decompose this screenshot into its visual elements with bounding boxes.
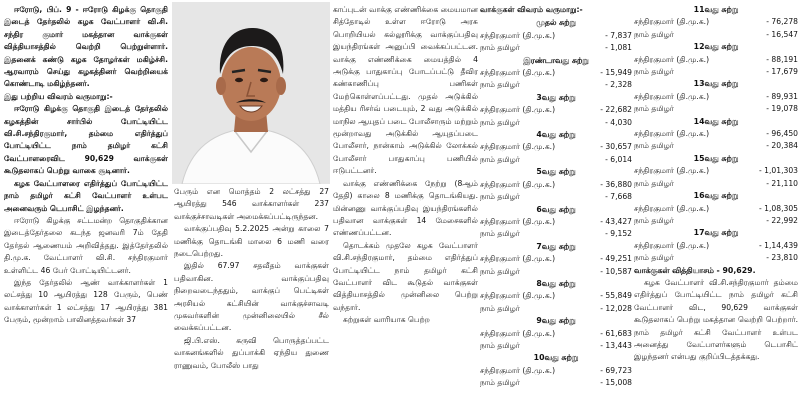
round-block	[480, 315, 632, 352]
round-results-list	[480, 17, 632, 389]
party-label: சந்திரகுமார் (தி.மு.க.)	[480, 68, 556, 78]
party-label: நாம் தமிழர்	[634, 215, 674, 225]
round-heading: 3வது சுற்று	[536, 92, 576, 102]
paragraph-8: ஜி.பி.எஸ். கருவி பொருத்தப்பட்ட வாகனங்களில் துப்பாக்கி ஏந்திய துணை ராணுவம், போலீஸ் பாது	[174, 335, 329, 370]
round-heading: முதல் சுற்று	[536, 18, 576, 28]
candidate-row	[480, 328, 632, 340]
party-label: நாம் தமிழர்	[634, 104, 674, 114]
party-label: சந்திரகுமார் (தி.மு.க.)	[480, 30, 556, 40]
vote-count: - 89,931	[766, 91, 798, 101]
rival-row	[480, 377, 632, 389]
vote-count: - 12,028	[600, 303, 632, 313]
vote-count: - 21,110	[766, 178, 798, 188]
paragraph-5: பேரும் என மொத்தம் 2 லட்சத்து 27 ஆயிரத்து 546 வாக்காளர்கள் 237 வாக்குச்சாவடிகள் அமைக்கப்பட்டிருந்தன.	[174, 187, 329, 221]
round-heading: 13வது சுற்று	[693, 79, 739, 89]
vote-count: - 43,427	[600, 216, 632, 226]
party-label: நாம் தமிழர்	[480, 340, 520, 350]
vote-count: - 1,01,303	[759, 166, 798, 176]
vote-count: - 20,384	[766, 141, 798, 151]
vote-count: - 49,251	[600, 254, 632, 264]
party-label: நாம் தமிழர்	[634, 67, 674, 77]
rival-row	[634, 66, 798, 78]
round-block	[480, 166, 632, 203]
vote-count: - 15,949	[600, 68, 632, 78]
rival-row	[480, 79, 632, 91]
party-label: சந்திரகுமார் (தி.மு.க.)	[634, 91, 710, 101]
party-label: நாம் தமிழர்	[634, 29, 674, 39]
round-heading: 9வது சுற்று	[536, 316, 576, 326]
party-label: சந்திரகுமார் (தி.மு.க.)	[480, 328, 556, 338]
rival-row	[634, 178, 798, 190]
vote-count: - 6,014	[605, 154, 632, 164]
round-block	[634, 41, 798, 78]
party-label: சந்திரகுமார் (தி.மு.க.)	[634, 166, 710, 176]
dateline: ஈரோடு, பிப். 9 -	[14, 5, 79, 14]
party-label: நாம் தமிழர்	[634, 253, 674, 263]
round-block	[634, 78, 798, 115]
round-block	[634, 190, 798, 227]
rival-row	[634, 215, 798, 227]
vote-margin-total: வாக்குகள் வித்தியாசம் - 90,629.	[634, 265, 756, 275]
results-intro: வாக்குகள் விவரம் வருமாறு:-	[480, 5, 583, 14]
party-label: நாம் தமிழர்	[480, 266, 520, 276]
rival-row	[480, 266, 632, 278]
vote-count: - 61,683	[600, 328, 632, 338]
vote-count: - 4,030	[605, 117, 632, 127]
column-5	[634, 4, 798, 364]
vote-count: - 76,278	[766, 17, 798, 27]
candidate-row	[634, 203, 798, 215]
vote-count: - 1,081	[605, 43, 632, 53]
party-label: நாம் தமிழர்	[480, 378, 520, 388]
vote-count: - 15,008	[600, 378, 632, 388]
round-block	[634, 116, 798, 153]
round-heading: 7வது சுற்று	[536, 241, 576, 251]
paragraph-1: ஈரோடு கிழக்கு தொகுதி இடைத் தேர்தலில் கழகத்தின் சார்பில் போட்டியிட்ட வி.சி.சந்திரகுமார், தம்மை எதிர்த்துப் போட்டியிட்ட நாம் தமிழர் கட்சி வேட்பாளரைவிட 90,629 வாக்குகள் கூடுதலாகப் பெற்று வாகை சூடினார்.	[4, 104, 168, 176]
round-results-list	[634, 4, 798, 265]
round-heading: 17வது சுற்று	[693, 228, 739, 238]
column-4	[480, 4, 632, 390]
round-block	[480, 129, 632, 166]
round-heading: 10வது சுற்று	[533, 353, 579, 363]
party-label: நாம் தமிழர்	[480, 80, 520, 90]
party-label: சந்திரகுமார் (தி.மு.க.)	[480, 365, 556, 375]
rival-row	[480, 117, 632, 129]
paragraph-9: காப்புடன் வாக்கு எண்ணிக்கை மையமான சித்தோடில் உள்ள ஈரோடு அரசு பொறியியல் கல்லூரிக்கு வாக்குப்பதிவு இயந்திரங்கள் அனுப்பி வைக்கப்பட்டன. வாக்கு எண்ணிக்கை மையத்தில் 4 அடுக்கு பாதுகாப்பு போடப்பட்டு தீவிர கண்காணிப்பு பணிகள் மேற்கொள்ளப்பட்டது. முதல் அடுக்கில் மத்திய ரிசர்வ் படையும், 2 வது அடுக்கில் மாநில ஆயுதப் படை போலீசாரும் மற்றும் மூன்றாவது அடுக்கில் ஆயுதப்படை போலீசார், நான்காம் அடுக்கில் லோக்கல் போலீசார் பாதுகாப்பு பணியில் ஈடுபட்டனர்.	[333, 5, 478, 176]
vote-count: - 1,14,439	[759, 240, 798, 250]
paragraph-4: இந்த தேர்தலில் ஆண் வாக்காளர்கள் 1 லட்சத்து 10 ஆயிரத்து 128 பேரும், பெண் வாக்காளர்கள் 1 லட்சத்து 17 ஆயிரத்து 381 பேரும், மூன்றாம் பாலினத்தவர்கள் 37	[4, 277, 168, 325]
rival-row	[634, 252, 798, 264]
party-label: நாம் தமிழர்	[480, 303, 520, 313]
paragraph-7: இதில் 67.97 சதவீதம் வாக்குகள் பதிவாகின. வாக்குப்பதிவு நிறைவடைந்ததும், வாக்குப் பெட்டிகள் அரசியல் கட்சியின் வாக்குச்சாவடி முகவர்களின் முன்னிலையில் சீல் வைக்கப்பட்டன.	[174, 261, 329, 333]
party-label: சந்திரகுமார் (தி.மு.க.)	[480, 179, 556, 189]
candidate-row	[634, 128, 798, 140]
party-label: நாம் தமிழர்	[480, 117, 520, 127]
round-heading: 6வது சுற்று	[536, 204, 576, 214]
candidate-row	[480, 290, 632, 302]
vote-count: - 23,810	[766, 253, 798, 263]
party-label: நாம் தமிழர்	[480, 192, 520, 202]
candidate-row	[634, 165, 798, 177]
vote-count: - 7,837	[605, 30, 632, 40]
vote-count: - 19,078	[766, 104, 798, 114]
vote-count: - 16,547	[766, 29, 798, 39]
rival-row	[480, 191, 632, 203]
lead-text: ஈரோடு கிழக்கு தொகுதி இடைத் தேர்தலில் கழக வேட்பாளர் வி.சி. சந்திர குமார் மகத்தான வாக்குகள் வித்தியாசத்தில் வெற்றி பெற்றுள்ளார். இதனைக் கண்டு கழக தோழர்கள் மகிழ்ச்சி. ஆரவாரம் செய்து கழகத்தினர் வெற்றியைக் கொண்டாடி மகிழ்ந்தனர்.	[4, 5, 168, 89]
paragraph-3: ஈரோடு கிழக்கு சட்டமன்ற தொகுதிக்கான இடைத்தேர்தலை கடந்த ஜனவரி 7ம் தேதி தேர்தல் ஆணையம் அறிவித்தது. இத்தேர்தலில் தி.மு.க. வேட்பாளர் வி.சி. சந்திரகுமார் உள்ளிட்ட 46 பேர் போட்டியிட்டனர்.	[4, 215, 168, 275]
paragraph-12: சுற்றுகள் வாரியாக பெற்ற	[343, 315, 430, 325]
party-label: சந்திரகுமார் (தி.மு.க.)	[634, 240, 710, 250]
round-block	[480, 241, 632, 278]
candidate-row	[634, 91, 798, 103]
round-block	[480, 92, 632, 129]
vote-count: - 22,992	[766, 215, 798, 225]
round-block	[634, 4, 798, 41]
vote-count: - 2,328	[605, 80, 632, 90]
vote-count: - 17,679	[766, 67, 798, 77]
party-label: நாம் தமிழர்	[634, 178, 674, 188]
round-heading: இரண்டாவது சுற்று	[523, 55, 589, 65]
party-label: சந்திரகுமார் (தி.மு.க.)	[480, 216, 556, 226]
candidate-row	[480, 365, 632, 377]
round-block	[634, 153, 798, 190]
candidate-row	[634, 54, 798, 66]
vote-count: - 1,08,305	[759, 203, 798, 213]
party-label: சந்திரகுமார் (தி.மு.க.)	[634, 129, 710, 139]
party-label: நாம் தமிழர்	[634, 141, 674, 151]
party-label: நாம் தமிழர்	[480, 154, 520, 164]
vote-count: - 88,191	[766, 54, 798, 64]
candidate-row	[480, 67, 632, 79]
paragraph-10: வாக்கு எண்ணிக்கை நேற்று (8ஆம் தேதி) காலை 8 மணிக்கு தொடங்கியது. மின்னணு வாக்குப்பதிவு இயந்திரங்களில் பதிவான வாக்குகள் 14 மேசைகளில் எண்ணப்பட்டன.	[333, 178, 478, 238]
party-label: நாம் தமிழர்	[480, 43, 520, 53]
rival-row	[480, 228, 632, 240]
party-label: சந்திரகுமார் (தி.மு.க.)	[634, 203, 710, 213]
vote-count: - 69,723	[600, 365, 632, 375]
party-label: நாம் தமிழர்	[480, 229, 520, 239]
vote-count: - 7,668	[605, 192, 632, 202]
lead-paragraph	[4, 4, 168, 91]
round-heading: 11வது சுற்று	[693, 5, 739, 14]
column-1	[4, 4, 168, 327]
party-label: சந்திரகுமார் (தி.மு.க.)	[634, 54, 710, 64]
round-block	[480, 352, 632, 389]
candidate-row	[634, 240, 798, 252]
column-3	[333, 4, 478, 327]
candidate-row	[480, 216, 632, 228]
party-label: சந்திரகுமார் (தி.மு.க.)	[634, 17, 710, 27]
party-label: சந்திரகுமார் (தி.மு.க.)	[480, 105, 556, 115]
round-heading: 15வது சுற்று	[693, 153, 739, 163]
portrait-illustration	[172, 2, 330, 184]
round-block	[480, 17, 632, 54]
round-heading: 8வது சுற்று	[536, 278, 576, 288]
rival-row	[480, 340, 632, 352]
vote-count: - 36,880	[600, 179, 632, 189]
round-heading: 5வது சுற்று	[536, 167, 576, 177]
rival-row	[634, 29, 798, 41]
vote-count: - 9,152	[605, 229, 632, 239]
round-block	[480, 278, 632, 315]
candidate-row	[480, 179, 632, 191]
vote-count: - 10,587	[600, 266, 632, 276]
round-heading: 12வது சுற்று	[693, 42, 739, 52]
round-block	[634, 227, 798, 264]
candidate-row	[480, 253, 632, 265]
party-label: சந்திரகுமார் (தி.மு.க.)	[480, 254, 556, 264]
vote-count: - 96,450	[766, 129, 798, 139]
round-heading: 14வது சுற்று	[693, 116, 739, 126]
candidate-row	[480, 104, 632, 116]
rival-row	[634, 103, 798, 115]
round-block	[480, 204, 632, 241]
rival-row	[634, 140, 798, 152]
subhead: இது பற்றிய விவரம் வருமாறு:-	[4, 91, 113, 101]
vote-count: - 55,849	[600, 291, 632, 301]
round-heading: 4வது சுற்று	[536, 130, 576, 140]
candidate-row	[634, 16, 798, 28]
rival-row	[480, 42, 632, 54]
candidate-row	[480, 30, 632, 42]
column-2	[174, 186, 329, 372]
vote-count: - 30,657	[600, 142, 632, 152]
party-label: சந்திரகுமார் (தி.மு.க.)	[480, 291, 556, 301]
rival-row	[480, 303, 632, 315]
paragraph-2: கழக வேட்பாளரை எதிர்த்துப் போட்டியிட்ட நாம் தமிழர் கட்சி வேட்பாளர் உள்பட அனைவரும் டெபாசிட் இழந்தனர்.	[4, 178, 168, 213]
paragraph-11: தொடக்கம் முதலே கழக வேட்பாளர் வி.சி.சந்திரகுமார், தம்மை எதிர்த்துப் போட்டியிட்ட நாம் தமிழர் கட்சி வேட்பாளர் விட கூடுதல் வாக்குகள் வித்தியாசத்தில் முன்னிலை பெற்று வந்தார்.	[333, 240, 478, 312]
round-heading: 16வது சுற்று	[693, 191, 739, 201]
rival-row	[480, 154, 632, 166]
round-block	[480, 55, 632, 92]
party-label: சந்திரகுமார் (தி.மு.க.)	[480, 142, 556, 152]
vote-count: - 22,682	[600, 105, 632, 115]
candidate-row	[480, 141, 632, 153]
vote-count: - 13,443	[600, 340, 632, 350]
closing-paragraph: கழக வேட்பாளர் வி.சி.சந்திரகுமார் தம்மை எதிர்த்துப் போட்டியிட்ட நாம் தமிழர் கட்சி வேட்பாளர் விட, 90,629 வாக்குகள் கூடுதலாகப் பெற்று மகத்தான வெற்றி பெற்றார். நாம் தமிழர் கட்சி வேட்பாளர் உள்பட அனைத்து வேட்பாளர்களும் டெபாசிட் இழந்தனர் என்பது குறிப்பிடத்தக்கது.	[634, 277, 798, 362]
portrait-photo	[172, 2, 330, 184]
paragraph-6: வாக்குப்பதிவு 5.2.2025 அன்று காலை 7 மணிக்கு தொடங்கி மாலை 6 மணி வரை நடைபெற்றது.	[174, 224, 329, 259]
